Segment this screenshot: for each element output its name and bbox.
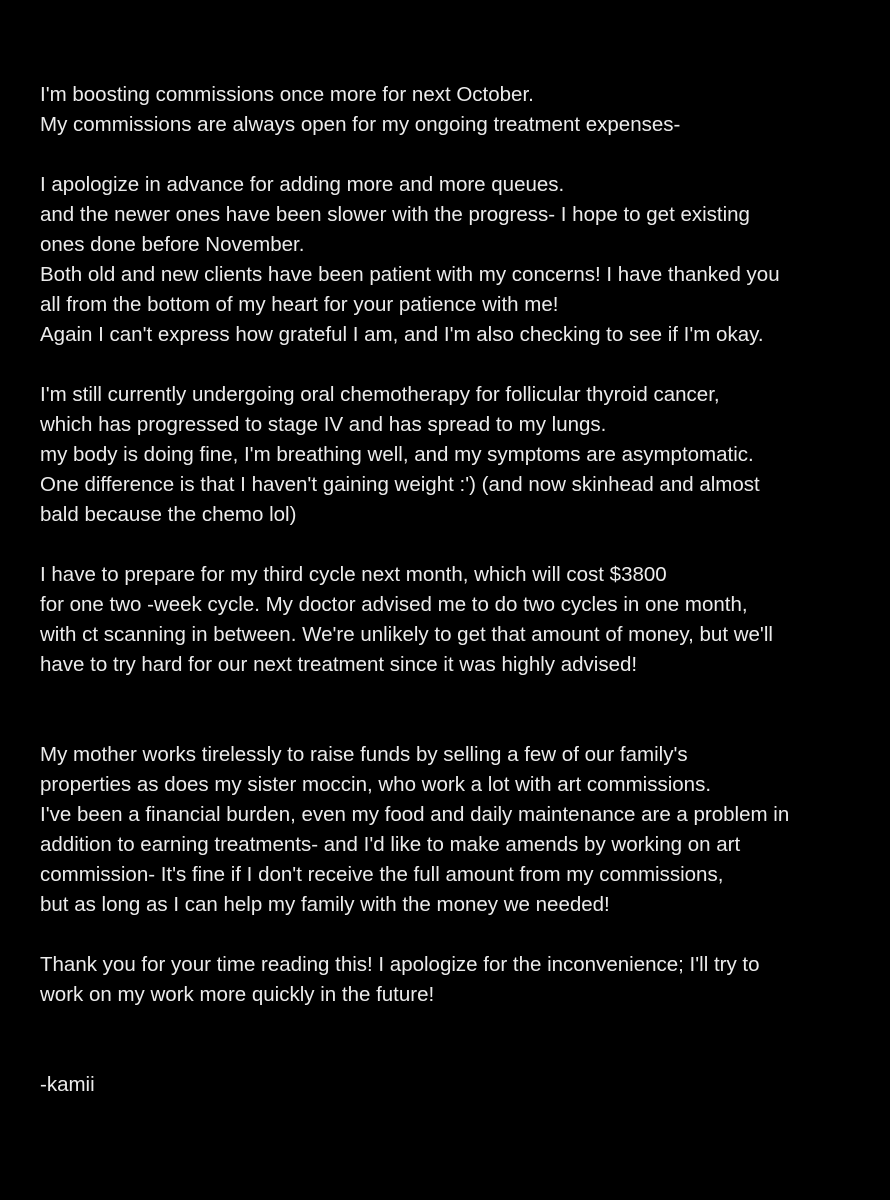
blank-line: [40, 920, 870, 950]
blank-line: [40, 1010, 870, 1040]
text-line: I've been a financial burden, even my food and daily maintenance are a problem in: [40, 803, 790, 826]
text-line: Thank you for your time reading this! I apologize for the inconvenience; I'll try to: [40, 953, 760, 976]
text-line: my body is doing fine, I'm breathing well, and my symptoms are asymptomatic.: [40, 443, 754, 466]
text-line: Again I can't express how grateful I am, and I'm also checking to see if I'm okay.: [40, 323, 764, 346]
text-line: which has progressed to stage IV and has spread to my lungs.: [40, 413, 607, 436]
text-line: I'm still currently undergoing oral chemotherapy for follicular thyroid cancer,: [40, 383, 720, 406]
text-line: bald because the chemo lol): [40, 503, 297, 526]
blank-line: [40, 1040, 870, 1070]
blank-line: [40, 710, 870, 740]
text-line: One difference is that I haven't gaining weight :') (and now skinhead and almost: [40, 473, 760, 496]
text-line: I'm boosting commissions once more for next October.: [40, 83, 534, 106]
text-line: all from the bottom of my heart for your patience with me!: [40, 293, 559, 316]
blank-line: [40, 680, 870, 710]
text-line: Both old and new clients have been patient with my concerns! I have thanked you: [40, 263, 780, 286]
text-line: properties as does my sister moccin, who work a lot with art commissions.: [40, 773, 712, 796]
text-line: ones done before November.: [40, 233, 305, 256]
text-line: I apologize in advance for adding more and more queues.: [40, 173, 565, 196]
text-line: My commissions are always open for my ongoing treatment expenses-: [40, 113, 681, 136]
text-line: My mother works tirelessly to raise funds by selling a few of our family's: [40, 743, 688, 766]
blank-line: [40, 530, 870, 560]
note-text-block: [40, 80, 870, 1100]
text-line: I have to prepare for my third cycle next month, which will cost $3800: [40, 563, 667, 586]
text-line: and the newer ones have been slower with the progress- I hope to get existing: [40, 203, 750, 226]
signature-text: -kamii: [40, 1073, 95, 1096]
text-line: commission- It's fine if I don't receive the full amount from my commissions,: [40, 863, 724, 886]
blank-line: [40, 140, 870, 170]
text-line: have to try hard for our next treatment since it was highly advised!: [40, 653, 638, 676]
text-line: addition to earning treatments- and I'd like to make amends by working on art: [40, 833, 741, 856]
text-line: with ct scanning in between. We're unlikely to get that amount of money, but we'll: [40, 623, 773, 646]
text-line: work on my work more quickly in the future!: [40, 983, 435, 1006]
text-line: but as long as I can help my family with the money we needed!: [40, 893, 610, 916]
blank-line: [40, 350, 870, 380]
text-line: for one two -week cycle. My doctor advised me to do two cycles in one month,: [40, 593, 748, 616]
